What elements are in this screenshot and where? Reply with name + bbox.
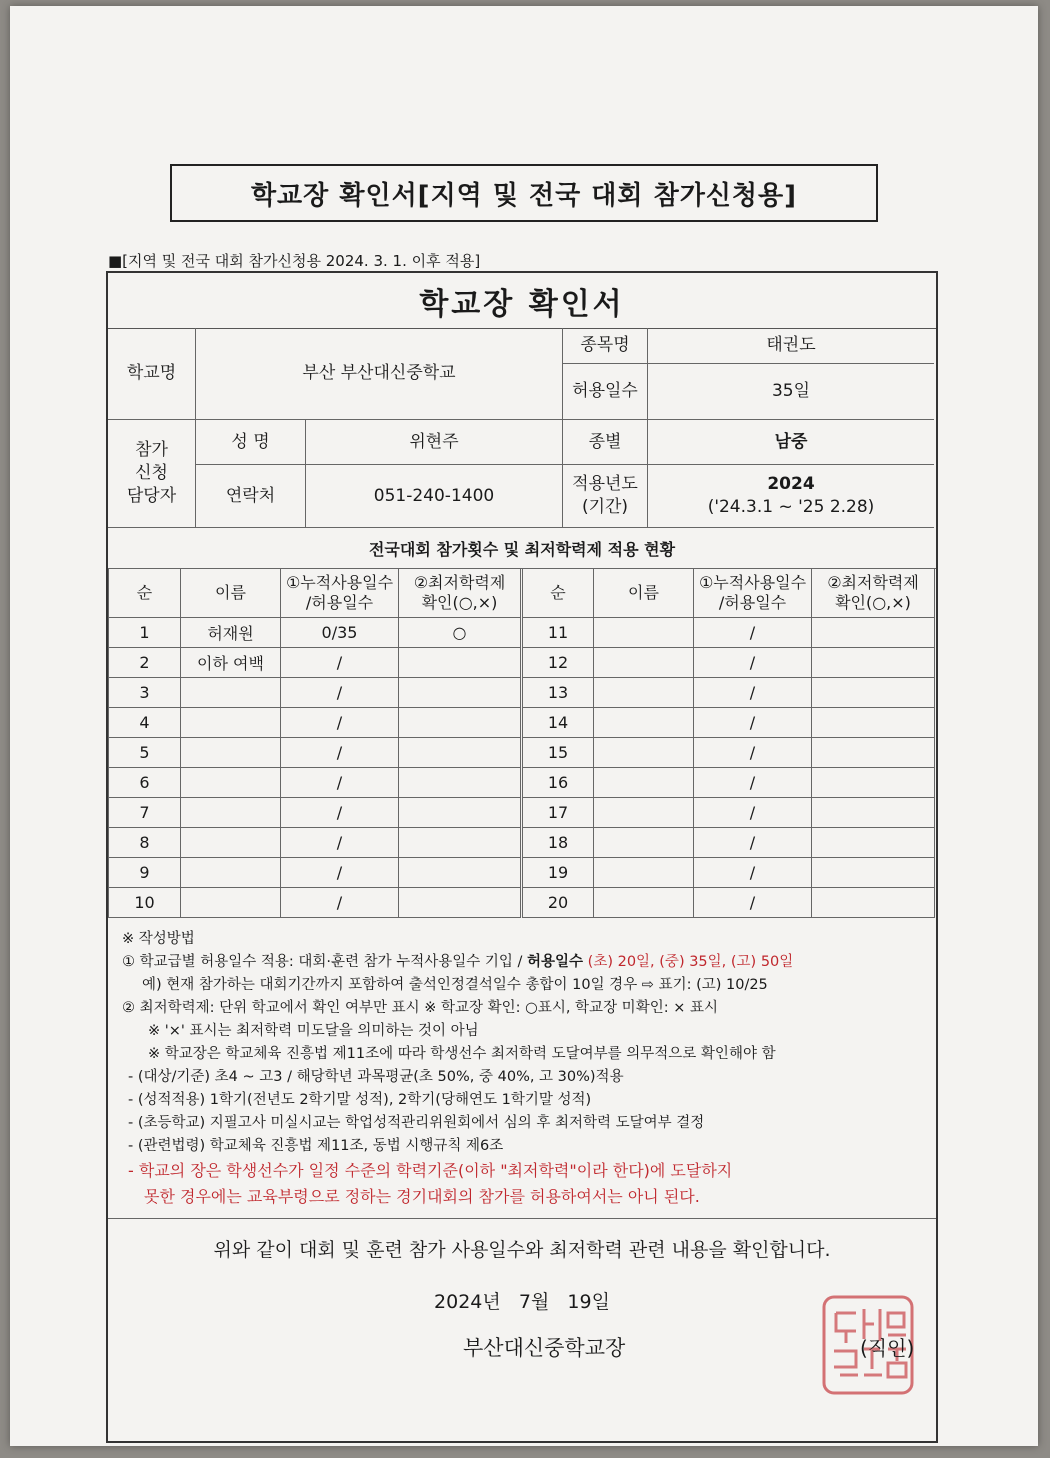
student-name: [181, 888, 281, 918]
accumulated-days: /: [694, 768, 812, 798]
method-line-11: 못한 경우에는 교육부령으로 정하는 경기대회의 참가를 허용하여서는 아니 된다.: [144, 1187, 700, 1206]
row-number: 17: [522, 798, 594, 828]
student-name: [594, 738, 694, 768]
header-name: 이름: [594, 569, 694, 618]
table-row: [109, 618, 935, 648]
accumulated-days: /: [694, 708, 812, 738]
row-number: 9: [109, 858, 181, 888]
table-row: [109, 738, 935, 768]
accumulated-days: /: [694, 858, 812, 888]
method-line-3: ② 최저학력제: 단위 학교에서 확인 여부만 표시 ※ 학교장 확인: ○표시, 학교장 미확인: × 표시: [122, 1000, 718, 1016]
academic-check: [399, 888, 522, 918]
academic-check: [399, 798, 522, 828]
academic-check: [399, 828, 522, 858]
document-header-title: 학교장 확인서[지역 및 전국 대회 참가신청용]: [170, 164, 878, 222]
accumulated-days: /: [694, 798, 812, 828]
method-line-6: - (대상/기준) 초4 ~ 고3 / 해당학년 과목평균(초 50%, 중 40%, 고 30%)적용: [128, 1069, 624, 1085]
row-number: 3: [109, 678, 181, 708]
manager-label: 참가 신청 담당자: [108, 420, 196, 528]
accumulated-days: /: [694, 678, 812, 708]
academic-check: [812, 618, 935, 648]
name-value: 위현주: [306, 420, 563, 465]
row-number: 13: [522, 678, 594, 708]
confirmation-date: 2024년 7월 19일: [434, 1291, 610, 1313]
student-name: [594, 828, 694, 858]
academic-check: [399, 768, 522, 798]
accumulated-days: /: [281, 888, 399, 918]
row-number: 1: [109, 618, 181, 648]
seal-label: (직인): [860, 1336, 915, 1360]
allowed-days-label: 허용일수: [563, 364, 648, 420]
student-name: [594, 618, 694, 648]
academic-check: [399, 738, 522, 768]
form-title: 학교장 확인서: [108, 273, 936, 329]
category-value: 남중: [648, 420, 934, 465]
method-heading: ※ 작성방법: [122, 931, 195, 947]
row-number: 5: [109, 738, 181, 768]
accumulated-days: /: [694, 738, 812, 768]
confirmation-form: [106, 271, 938, 1443]
table-row: [109, 708, 935, 738]
header-academic: ②최저학력제 확인(○,×): [399, 569, 522, 618]
table-row: [109, 828, 935, 858]
status-section-title: 전국대회 참가횟수 및 최저학력제 적용 현황: [108, 528, 936, 569]
accumulated-days: /: [281, 828, 399, 858]
academic-check: [812, 648, 935, 678]
student-name: 허재원: [181, 618, 281, 648]
academic-check: [812, 798, 935, 828]
participation-table: [108, 568, 935, 918]
academic-check: [812, 768, 935, 798]
method-line-1: ① 학교급별 허용일수 적용: 대회·훈련 참가 누적사용일수 기입 / 허용일수 (초) 20일, (중) 35일, (고) 50일: [122, 954, 794, 970]
row-number: 4: [109, 708, 181, 738]
paper-sheet: [10, 6, 1038, 1446]
accumulated-days: /: [281, 798, 399, 828]
school-label: 학교명: [108, 328, 196, 420]
school-value: 부산 부산대신중학교: [196, 328, 563, 420]
row-number: 6: [109, 768, 181, 798]
method-line-8: - (초등학교) 지필고사 미실시교는 학업성적관리위원회에서 심의 후 최저학력 도달여부 결정: [128, 1115, 705, 1131]
sport-value: 태권도: [648, 328, 934, 364]
writing-instructions: [108, 918, 936, 1219]
header-days: ①누적사용일수 /허용일수: [281, 569, 399, 618]
student-name: [181, 798, 281, 828]
accumulated-days: 0/35: [281, 618, 399, 648]
row-number: 7: [109, 798, 181, 828]
student-name: [594, 888, 694, 918]
student-name: [181, 678, 281, 708]
accumulated-days: /: [281, 858, 399, 888]
accumulated-days: /: [281, 648, 399, 678]
applicability-note: ■[지역 및 전국 대회 참가신청용 2024. 3. 1. 이후 적용]: [108, 252, 481, 270]
student-name: [594, 678, 694, 708]
table-row: [109, 888, 935, 918]
row-number: 8: [109, 828, 181, 858]
sport-label: 종목명: [563, 328, 648, 364]
method-line-4: ※ '×' 표시는 최저학력 미도달을 의미하는 것이 아님: [148, 1023, 479, 1039]
academic-check: [812, 858, 935, 888]
accumulated-days: /: [281, 708, 399, 738]
table-row: [109, 858, 935, 888]
row-number: 12: [522, 648, 594, 678]
academic-check: [399, 708, 522, 738]
method-line-9: - (관련법령) 학교체육 진흥법 제11조, 동법 시행규칙 제6조: [128, 1138, 504, 1154]
table-row: [109, 798, 935, 828]
allowed-days-value: 35일: [648, 364, 934, 420]
accumulated-days: /: [694, 828, 812, 858]
row-number: 10: [109, 888, 181, 918]
year-label: 적용년도 (기간): [563, 465, 648, 528]
student-name: [594, 798, 694, 828]
row-number: 16: [522, 768, 594, 798]
student-name: [594, 768, 694, 798]
academic-check: [812, 888, 935, 918]
principal-name: 부산대신중학교장: [463, 1336, 626, 1360]
row-number: 19: [522, 858, 594, 888]
academic-check: [399, 858, 522, 888]
row-number: 11: [522, 618, 594, 648]
category-label: 종별: [563, 420, 648, 465]
row-number: 18: [522, 828, 594, 858]
name-label: 성 명: [196, 420, 306, 465]
period-value: ('24.3.1 ~ '25 2.28): [707, 497, 875, 517]
method-line-10: - 학교의 장은 학생선수가 일정 수준의 학력기준(이하 "최저학력"이라 한다)에 도달하지: [128, 1161, 733, 1180]
student-name: 이하 여백: [181, 648, 281, 678]
student-name: [181, 858, 281, 888]
table-header-row: [109, 569, 935, 618]
academic-check: [812, 738, 935, 768]
confirmation-statement: 위와 같이 대회 및 훈련 참가 사용일수와 최저학력 관련 내용을 확인합니다.: [213, 1239, 831, 1261]
header-name: 이름: [181, 569, 281, 618]
table-row: [109, 648, 935, 678]
row-number: 2: [109, 648, 181, 678]
method-line-2: 예) 현재 참가하는 대회기간까지 포함하여 출석인정결석일수 총합이 10일 경우 ⇨ 표기: (고) 10/25: [142, 977, 768, 993]
student-name: [181, 708, 281, 738]
student-name: [594, 858, 694, 888]
accumulated-days: /: [694, 648, 812, 678]
academic-check: [812, 828, 935, 858]
academic-check: [812, 678, 935, 708]
student-name: [594, 708, 694, 738]
accumulated-days: /: [694, 618, 812, 648]
accumulated-days: /: [281, 768, 399, 798]
method-line-5: ※ 학교장은 학교체육 진흥법 제11조에 따라 학생선수 최저학력 도달여부를 의무적으로 확인해야 함: [148, 1046, 776, 1062]
accumulated-days: /: [281, 678, 399, 708]
table-row: [109, 678, 935, 708]
year-value: 2024: [767, 474, 815, 495]
header-no: 순: [522, 569, 594, 618]
row-number: 20: [522, 888, 594, 918]
header-no: 순: [109, 569, 181, 618]
student-name: [181, 828, 281, 858]
row-number: 15: [522, 738, 594, 768]
year-value-cell: [648, 465, 934, 528]
academic-check: [399, 678, 522, 708]
student-name: [181, 738, 281, 768]
contact-label: 연락처: [196, 465, 306, 528]
table-row: [109, 768, 935, 798]
header-days: ①누적사용일수 /허용일수: [694, 569, 812, 618]
row-number: 14: [522, 708, 594, 738]
method-line-7: - (성적적용) 1학기(전년도 2학기말 성적), 2학기(당해연도 1학기말 성적): [128, 1092, 592, 1108]
student-name: [181, 768, 281, 798]
header-academic: ②최저학력제 확인(○,×): [812, 569, 935, 618]
accumulated-days: /: [281, 738, 399, 768]
student-name: [594, 648, 694, 678]
accumulated-days: /: [694, 888, 812, 918]
contact-value: 051-240-1400: [306, 465, 563, 528]
academic-check: ○: [399, 618, 522, 648]
academic-check: [812, 708, 935, 738]
academic-check: [399, 648, 522, 678]
